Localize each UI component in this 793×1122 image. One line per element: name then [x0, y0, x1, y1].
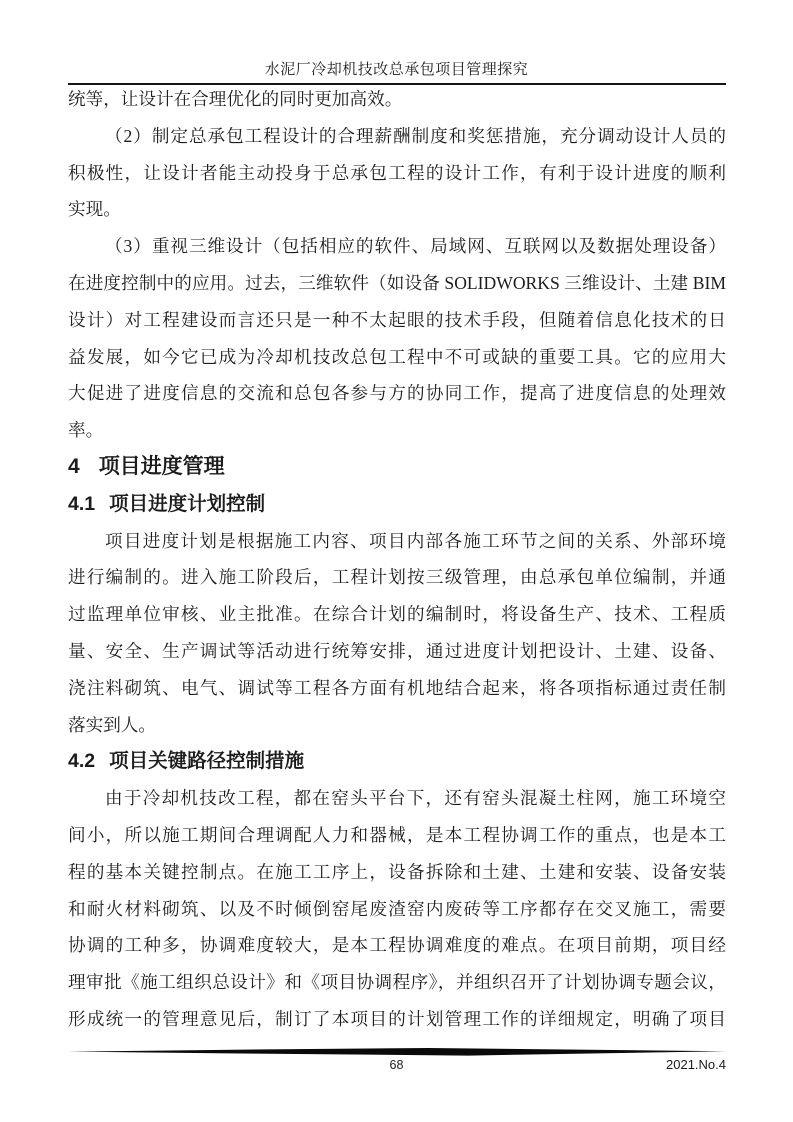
body-text-line: 在进度控制中的应用。过去，三维软件（如设备 SOLIDWORKS 三维设计、土建 BIM: [68, 272, 726, 293]
section-heading: [68, 743, 726, 780]
body-text-line: 统等，让设计在合理优化的同时更加高效。: [68, 89, 403, 109]
heading-number: 4.1: [68, 492, 96, 515]
heading-number: 4: [68, 454, 80, 478]
body-text-line: 程的基本关键控制点。在施工工序上，设备拆除和土建、土建和安装、设备安装: [68, 861, 726, 882]
body-text-line: 益发展，如今它已成为冷却机技改总包工程中不可或缺的重要工具。它的应用大: [68, 346, 726, 367]
body-text-line: 协调的工种多，协调难度较大，是本工程协调难度的难点。在项目前期，项目经: [68, 935, 726, 956]
body-text-line: 间小，所以施工期间合理调配人力和器械，是本工程协调工作的重点，也是本工: [68, 824, 726, 845]
page-number: 68: [389, 1058, 404, 1072]
heading-number: 4.2: [68, 750, 96, 773]
article-body: [68, 81, 726, 1038]
body-text-line: 过监理单位审核、业主批准。在综合计划的编制时，将设备生产、技术、工程质: [68, 604, 726, 625]
body-text-line: 率。: [68, 420, 104, 441]
body-text-line: （2）制定总承包工程设计的合理薪酬制度和奖惩措施，充分调动设计人员的: [105, 125, 726, 146]
body-text-line: 浇注料砌筑、电气、调试等工程各方面有机地结合起来，将各项指标通过责任制: [68, 677, 726, 698]
body-text-line: 和耐火材料砌筑、以及不时倾倒窑尾废渣窑内废砖等工序都存在交叉施工，需要: [68, 898, 726, 919]
body-text-line: 进行编制的。进入施工阶段后，工程计划按三级管理，由总承包单位编制，并通: [68, 567, 726, 588]
heading-title: 项目进度管理: [98, 454, 225, 478]
heading-title: 项目进度计划控制: [109, 492, 266, 515]
body-text-line: 积极性，让设计者能主动投身于总承包工程的设计工作，有利于设计进度的顺利: [68, 162, 726, 183]
section-heading: [68, 449, 726, 486]
footer-divider-bar: [68, 1048, 726, 1056]
body-text-line: 量、安全、生产调试等活动进行统筹安排，通过进度计划把设计、土建、设备、: [68, 640, 726, 661]
body-text-line: 项目进度计划是根据施工内容、项目内部各施工环节之间的关系、外部环境: [105, 530, 726, 551]
body-text-line: 实现。: [68, 199, 121, 220]
body-text-line: 落实到人。: [68, 714, 156, 735]
body-text-line: （3）重视三维设计（包括相应的软件、局域网、互联网以及数据处理设备）: [105, 236, 726, 257]
heading-title: 项目关键路径控制措施: [109, 750, 305, 773]
section-heading: [68, 486, 726, 523]
body-text-line: 理审批《施工组织总设计》和《项目协调程序》，并组织召开了计划协调专题会议，: [68, 972, 726, 993]
body-text-line: 设计）对工程建设而言还只是一种不太起眼的技术手段，但随着信息化技术的日: [68, 309, 726, 330]
journal-issue-label: 2021.No.4: [666, 1057, 726, 1072]
body-text-line: 大促进了进度信息的交流和总包各参与方的协同工作，提高了进度信息的处理效: [68, 383, 726, 404]
running-header-title: 水泥厂冷却机技改总承包项目管理探究: [264, 62, 529, 78]
body-text-line: 由于冷却机技改工程，都在窑头平台下，还有窑头混凝土柱网，施工环境空: [105, 788, 726, 809]
body-text-line: 形成统一的管理意见后，制订了本项目的计划管理工作的详细规定，明确了项目: [68, 1008, 726, 1029]
